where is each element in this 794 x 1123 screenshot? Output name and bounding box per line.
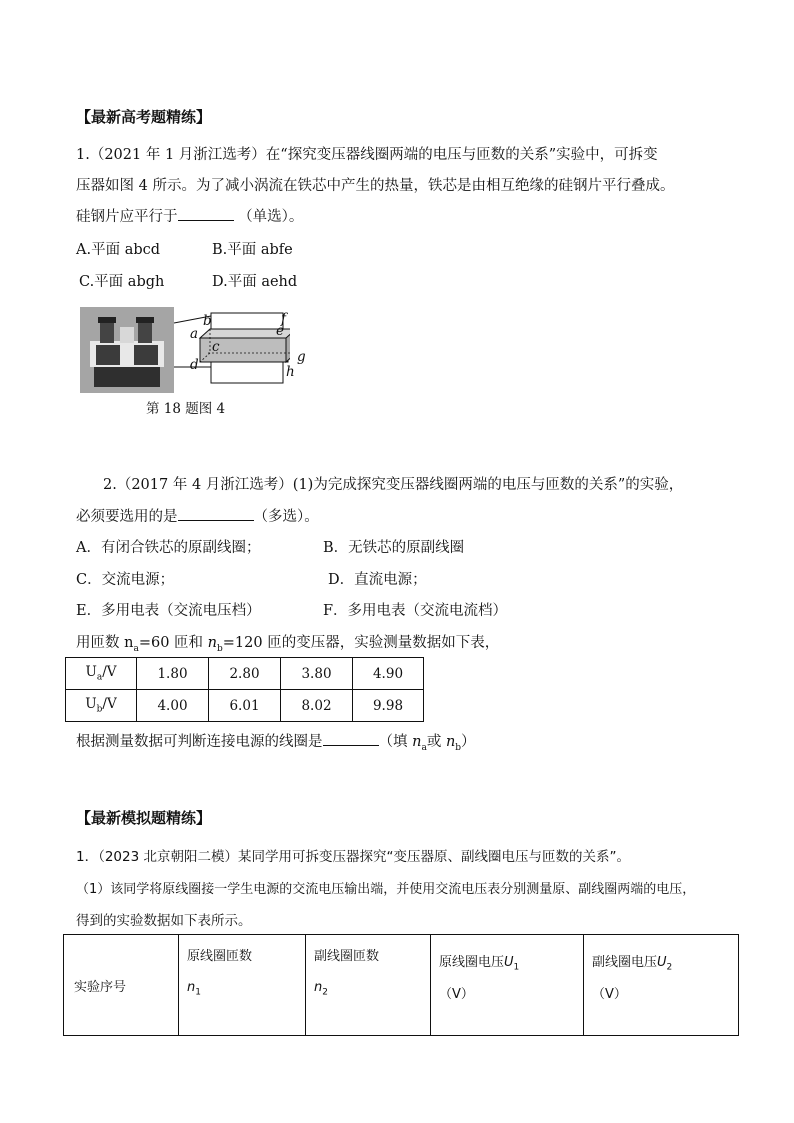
label-h: h: [286, 364, 295, 380]
label-e: e: [276, 323, 284, 339]
header-cell-n1: 原线圈匝数 $n_1$: [179, 935, 306, 1036]
header-cell-u2: 副线圈电压$U_2$ （V）: [584, 935, 739, 1036]
table-cell: 9.98: [353, 690, 424, 722]
q2-option-f: F．多用电表（交流电流档）: [323, 603, 508, 619]
table-cell: 3.80: [281, 658, 353, 690]
q1-option-b: B.平面 abfe: [212, 242, 293, 258]
mock-q1-line1: 1．（2023 北京朝阳二模）某同学用可拆变压器探究“变压器原、副线圈电压与匝数的关系”。: [76, 849, 630, 865]
table-row: [66, 658, 424, 690]
answer-blank[interactable]: [178, 206, 234, 221]
q2-text-line2: 必须要选用的是 （多选）。: [76, 505, 319, 526]
q1-option-d: D.平面 aehd: [212, 274, 298, 290]
row-label: $U_b/V$: [66, 690, 137, 722]
label-b: b: [203, 313, 212, 329]
q2-conclusion: 根据测量数据可判断连接电源的线圈是 （填 $n_a$或 $n_b$）: [76, 730, 476, 753]
table-cell: 4.90: [353, 658, 424, 690]
section-heading-exam: 【最新高考题精练】: [76, 108, 212, 126]
q2-text-line1: 2.（2017 年 4 月浙江选考）(1)为完成探究变压器线圈两端的电压与匝数的关系”的实验，: [103, 477, 684, 493]
answer-blank[interactable]: [323, 731, 379, 746]
header-cell-u1: 原线圈电压$U_1$ （V）: [431, 935, 584, 1036]
core-diagram-drawing: [168, 307, 290, 385]
mock-q1-line2: （1）该同学将原线圈接一学生电源的交流电压输出端，并使用交流电压表分别测量原、副线圈两端的电压，: [76, 882, 696, 897]
q2-option-c: C．交流电源；: [76, 572, 175, 588]
transformer-photo: [80, 307, 174, 393]
transformer-photo-drawing: [80, 307, 174, 393]
q2-intro: 用匝数 $n_a=60$ 匝和 $n_b=120$ 匝的变压器，实验测量数据如下表，: [76, 635, 500, 654]
label-g: g: [297, 349, 306, 365]
header-cell-n2: 副线圈匝数 $n_2$: [306, 935, 431, 1036]
q2-option-d: D．直流电源；: [328, 572, 427, 588]
voltage-table: [65, 657, 424, 722]
answer-blank[interactable]: [178, 506, 254, 521]
q2-option-e: E．多用电表（交流电压档）: [76, 603, 261, 619]
core-diagram: [168, 307, 290, 385]
q2-option-b: B．无铁芯的原副线圈: [323, 540, 465, 556]
section-heading-mock: 【最新模拟题精练】: [76, 809, 212, 827]
table-header-row: [64, 935, 739, 1036]
table-cell: 4.00: [137, 690, 209, 722]
q1-option-c: C.平面 abgh: [79, 274, 165, 290]
table-cell: 2.80: [209, 658, 281, 690]
table-row: [66, 690, 424, 722]
q1-text-line1: 1.（2021 年 1 月浙江选考）在“探究变压器线圈两端的电压与匝数的关系”实验中，可拆变: [76, 147, 658, 163]
header-cell-index: 实验序号: [64, 935, 179, 1036]
q1-text-line3: 硅钢片应平行于 （单选）。: [76, 205, 303, 226]
label-d: d: [190, 357, 199, 373]
table-cell: 6.01: [209, 690, 281, 722]
table-cell: 1.80: [137, 658, 209, 690]
label-a: a: [190, 326, 199, 342]
q1-option-a: A.平面 abcd: [76, 242, 161, 258]
experiment-table: [63, 934, 739, 1036]
label-c: c: [212, 339, 220, 355]
figure-caption: 第 18 题图 4: [146, 401, 226, 417]
mock-q1-line3: 得到的实验数据如下表所示。: [76, 913, 252, 929]
table-cell: 8.02: [281, 690, 353, 722]
label-f: f: [281, 311, 286, 327]
q1-text-line2: 压器如图 4 所示。为了减小涡流在铁芯中产生的热量，铁芯是由相互绝缘的硅钢片平行叠成。: [76, 178, 675, 194]
row-label: $U_a/V$: [66, 658, 137, 690]
q2-option-a: A．有闭合铁芯的原副线圈；: [76, 540, 261, 556]
